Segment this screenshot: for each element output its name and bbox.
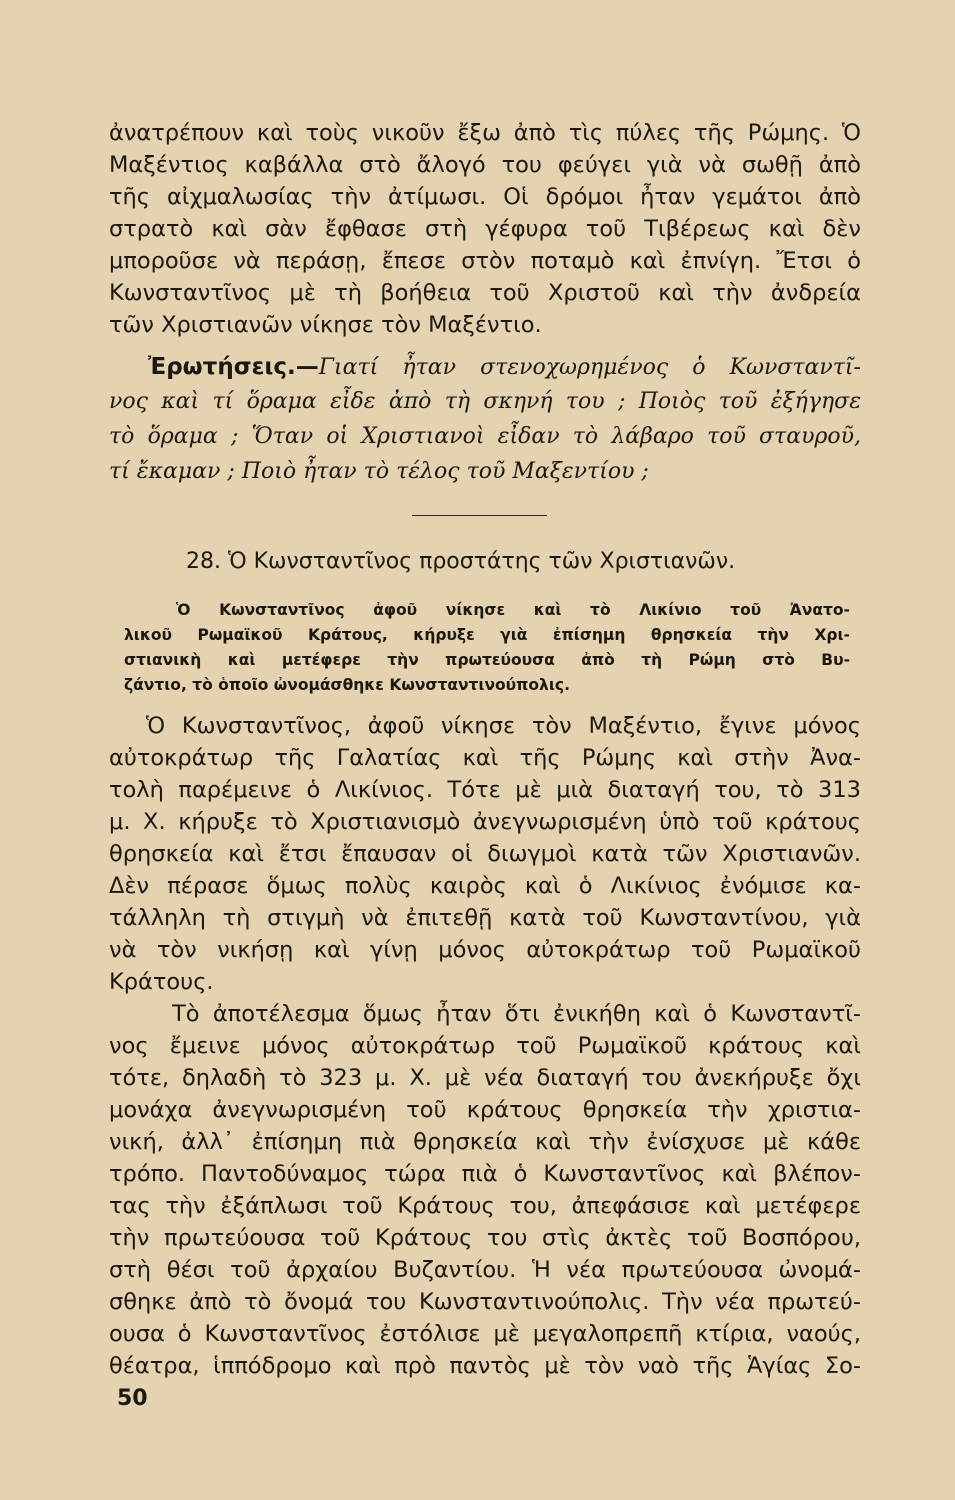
text-line: τῆς αἰχμαλωσίας τὴν ἀτίμωσι. Οἱ δρόμοι ἦταν γεμάτοι ἀπὸ <box>109 184 861 210</box>
text-line: Κράτους. <box>109 969 214 995</box>
summary-line: Ὁ Κωνσταντῖνος ἀφοῦ νίκησε καὶ τὸ Λικίνιο τοῦ Ἀνατο- <box>176 601 850 619</box>
text-line: μονάχα ἀνεγνωρισμένη τοῦ κράτους θρησκεία τὴν χριστια- <box>109 1097 861 1123</box>
text-line: ουσα ὁ Κωνσταντῖνος ἐστόλισε μὲ μεγαλοπρεπῆ κτίρια, ναούς, <box>109 1321 861 1347</box>
summary-line: στιανικὴ καὶ μετέφερε τὴν πρωτεύουσα ἀπὸ τὴ Ρώμη στὸ Βυ- <box>124 651 850 669</box>
text-line: Ὁ Κωνσταντῖνος, ἀφοῦ νίκησε τὸν Μαξέντιο, ἔγινε μόνος <box>146 713 861 739</box>
text-line: τολὴ παρέμεινε ὁ Λικίνιος. Τότε μὲ μιὰ διαταγή του, τὸ 313 <box>109 777 861 803</box>
text-line: νος ἔμεινε μόνος αὐτοκράτωρ τοῦ Ρωμαϊκοῦ κράτους καὶ <box>109 1033 861 1059</box>
text-line: θρησκεία καὶ ἔτσι ἔπαυσαν οἱ διωγμοὶ κατὰ τῶν Χριστιανῶν. <box>109 841 861 867</box>
text-line: νὰ τὸν νικήσῃ καὶ γίνῃ μόνος αὐτοκράτωρ τοῦ Ρωμαϊκοῦ <box>109 937 861 963</box>
questions-line: Ἐρωτήσεις.—Γιατί ἦταν στενοχωρημένος ὁ Κωνσταντῖ- <box>148 354 861 380</box>
text-line: Κωνσταντῖνος μὲ τὴ βοήθεια τοῦ Χριστοῦ καὶ τὴν ἀνδρεία <box>109 280 861 306</box>
questions-line: τί ἔκαμαν ; Ποιὸ ἦταν τὸ τέλος τοῦ Μαξεντίου ; <box>109 459 649 484</box>
text-line: στρατὸ καὶ σὰν ἔφθασε στὴ γέφυρα τοῦ Τιβέρεως καὶ δὲν <box>109 216 861 242</box>
text-line: τῶν Χριστιανῶν νίκησε τὸν Μαξέντιο. <box>109 312 542 338</box>
text-line: μ. Χ. κήρυξε τὸ Χριστιανισμὸ ἀνεγνωρισμένη ὑπὸ τοῦ κράτους <box>109 809 861 835</box>
text-line: στὴ θέσι τοῦ ἀρχαίου Βυζαντίου. Ἡ νέα πρωτεύουσα ὠνομά- <box>109 1257 861 1283</box>
text-line: τας τὴν ἐξάπλωσι τοῦ Κράτους του, ἀπεφάσισε καὶ μετέφερε <box>109 1193 861 1219</box>
summary-line: ζάντιο, τὸ ὁποῖο ὠνομάσθηκε Κωνσταντινούπολις. <box>124 676 570 694</box>
text-line: ἀνατρέπουν καὶ τοὺς νικοῦν ἔξω ἀπὸ τὶς πύλες τῆς Ρώμης. Ὁ <box>109 120 861 146</box>
text-line: Δὲν πέρασε ὅμως πολὺς καιρὸς καὶ ὁ Λικίνιος ἐνόμισε κα- <box>109 873 861 899</box>
text-line: τάλληλη τὴ στιγμὴ νὰ ἐπιτεθῇ κατὰ τοῦ Κωνσταντίνου, γιὰ <box>109 905 861 931</box>
page-number: 50 <box>117 1386 148 1411</box>
questions-line: τὸ ὅραμα ; Ὅταν οἱ Χριστιανοὶ εἶδαν τὸ λάβαρο τοῦ σταυροῦ, <box>109 424 861 449</box>
text-line: Τὸ ἀποτέλεσμα ὅμως ἦταν ὅτι ἐνικήθη καὶ ὁ Κωνσταντῖ- <box>172 1001 861 1027</box>
text-line: τὴν πρωτεύουσα τοῦ Κράτους του στὶς ἀκτὲς τοῦ Βοσπόρου, <box>109 1225 861 1251</box>
questions-line: νος καὶ τί ὅραμα εἶδε ἀπὸ τὴ σκηνή του ; Ποιὸς τοῦ ἐξήγησε <box>109 389 861 414</box>
summary-line: λικοῦ Ρωμαϊκοῦ Κράτους, κήρυξε γιὰ ἐπίσημη θρησκεία τὴν Χρι- <box>124 626 850 644</box>
text-line: σθηκε ἀπὸ τὸ ὄνομά του Κωνσταντινούπολις. Τὴν νέα πρωτεύ- <box>109 1289 861 1315</box>
section-heading: 28. Ὁ Κωνσταντῖνος προστάτης τῶν Χριστιανῶν. <box>186 549 736 574</box>
section-divider <box>412 515 547 516</box>
text-line: νική, ἀλλ᾿ ἐπίσημη πιὰ θρησκεία καὶ τὴν ἐνίσχυσε μὲ κάθε <box>109 1129 861 1155</box>
text-line: τρόπο. Παντοδύναμος τώρα πιὰ ὁ Κωνσταντῖνος καὶ βλέπον- <box>109 1161 861 1187</box>
questions-label: Ἐρωτήσεις.— <box>148 354 319 380</box>
text-line: Μαξέντιος καβάλλα στὸ ἄλογό του φεύγει γιὰ νὰ σωθῇ ἀπὸ <box>109 152 861 178</box>
text-line: τότε, δηλαδὴ τὸ 323 μ. Χ. μὲ νέα διαταγή του ἀνεκήρυξε ὄχι <box>109 1065 861 1091</box>
text-line: θέατρα, ἱππόδρομο καὶ πρὸ παντὸς μὲ τὸν ναὸ τῆς Ἁγίας Σο- <box>109 1353 861 1379</box>
text-line: μποροῦσε νὰ περάσῃ, ἔπεσε στὸν ποταμὸ καὶ ἐπνίγη. Ἔτσι ὁ <box>109 248 861 274</box>
text-line: αὐτοκράτωρ τῆς Γαλατίας καὶ τῆς Ρώμης καὶ στὴν Ἀνα- <box>109 745 861 771</box>
